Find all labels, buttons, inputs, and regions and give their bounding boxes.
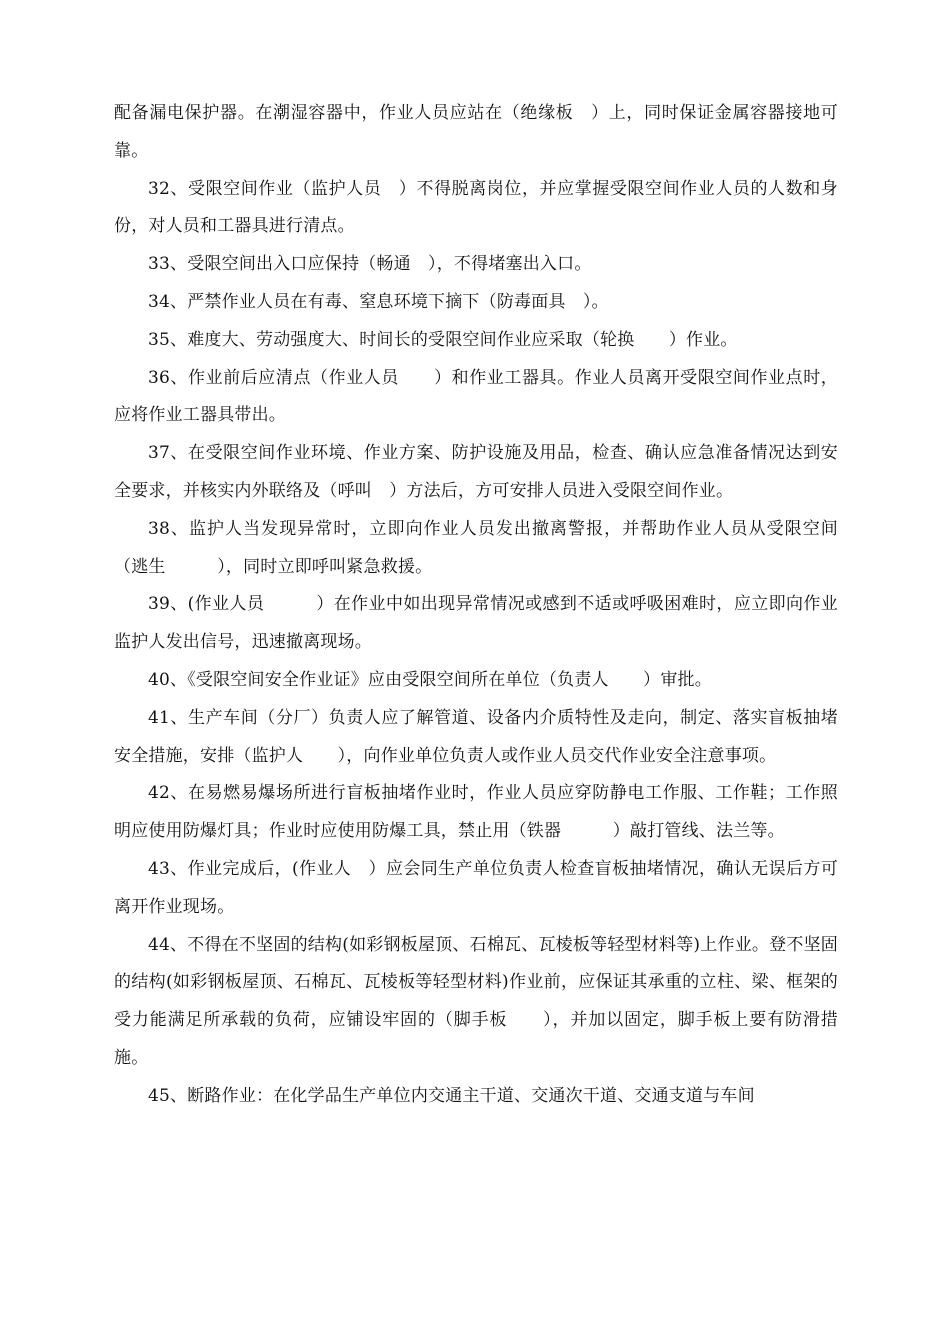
paragraph-item-36: 36、作业前后应清点（作业人员 ）和作业工器具。作业人员离开受限空间作业点时，应将作业工器具带出。 [114,367,838,426]
paragraph-item-33: 33、受限空间出入口应保持（畅通 ），不得堵塞出入口。 [148,254,592,275]
document-body [114,95,838,1116]
paragraph-continuation: 配备漏电保护器。在潮湿容器中，作业人员应站在（绝缘板 ）上，同时保证金属容器接地可靠。 [114,103,838,161]
paragraph-item-39: 39、(作业人员 ）在作业中如出现异常情况或感到不适或呼吸困难时，应立即向作业监护人发出信号，迅速撤离现场。 [114,594,838,653]
paragraph-item-37: 37、在受限空间作业环境、作业方案、防护设施及用品，检查、确认应急准备情况达到安全要求，并核实内外联络及（呼叫 ）方法后，方可安排人员进入受限空间作业。 [114,443,838,501]
paragraph-item-44: 44、不得在不坚固的结构(如彩钢板屋顶、石棉瓦、瓦棱板等轻型材料等)上作业。登不坚固的结构(如彩钢板屋顶、石棉瓦、瓦棱板等轻型材料)作业前，应保证其承重的立柱、梁、框架的受力能满足所承载的负荷，应铺设牢固的（脚手板 ），并加以固定，脚手板上要有防滑措施。 [114,934,838,1068]
paragraph-item-40: 40、《受限空间安全作业证》应由受限空间所在单位（负责人 ）审批。 [148,669,712,690]
paragraph-item-38: 38、监护人当发现异常时，立即向作业人员发出撤离警报，并帮助作业人员从受限空间（逃生 ），同时立即呼叫紧急救援。 [114,518,838,577]
paragraph-item-43: 43、作业完成后，(作业人 ）应会同生产单位负责人检查盲板抽堵情况，确认无误后方可离开作业现场。 [114,858,838,917]
paragraph-item-45: 45、断路作业：在化学品生产单位内交通主干道、交通次干道、交通支道与车间 [148,1085,755,1106]
paragraph-item-34: 34、严禁作业人员在有毒、窒息环境下摘下（防毒面具 ）。 [148,291,609,312]
paragraph-item-41: 41、生产车间（分厂）负责人应了解管道、设备内介质特性及走向，制定、落实盲板抽堵安全措施，安排（监护人 ），向作业单位负责人或作业人员交代作业安全注意事项。 [114,707,838,766]
paragraph-item-32: 32、受限空间作业（监护人员 ）不得脱离岗位，并应掌握受限空间作业人员的人数和身份，对人员和工器具进行清点。 [114,178,838,237]
paragraph-item-42: 42、在易燃易爆场所进行盲板抽堵作业时，作业人员应穿防静电工作服、工作鞋；工作照明应使用防爆灯具；作业时应使用防爆工具，禁止用（铁器 ）敲打管线、法兰等。 [114,783,838,842]
paragraph-item-35: 35、难度大、劳动强度大、时间长的受限空间作业应采取（轮换 ）作业。 [148,329,738,350]
